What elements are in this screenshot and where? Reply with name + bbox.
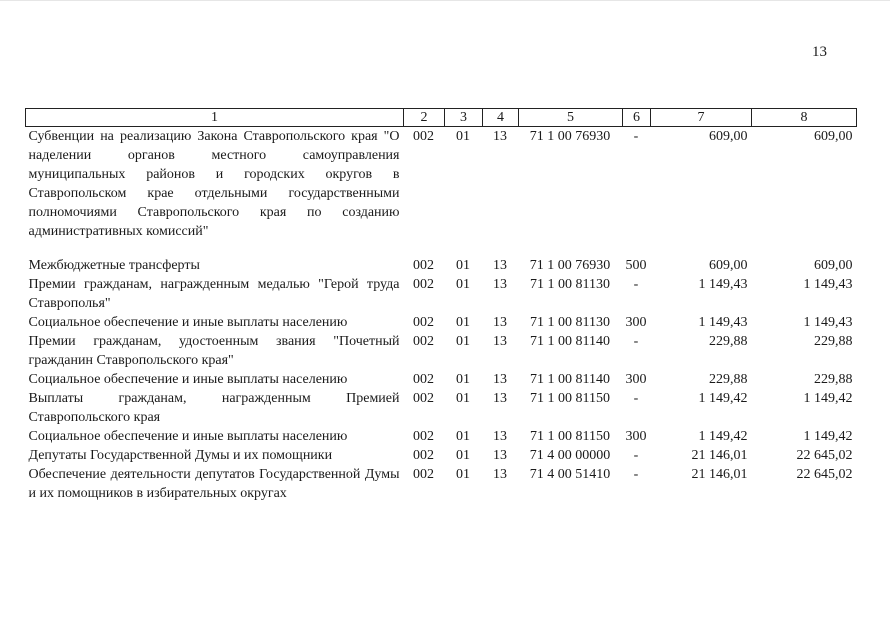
header-col-5: 5 <box>519 109 623 127</box>
row-col-7: 1 149,43 <box>698 315 748 330</box>
row-col-2: 002 <box>413 448 434 463</box>
table-row <box>26 370 857 389</box>
row-col-4: 13 <box>493 258 507 273</box>
row-col-3: 01 <box>456 372 470 387</box>
row-col-5: 71 4 00 51410 <box>529 467 611 482</box>
row-name: Межбюджетные трансферты <box>28 258 200 273</box>
row-col-5: 71 1 00 76930 <box>529 258 611 273</box>
row-col-4: 13 <box>493 277 507 292</box>
row-name: Премии гражданам, награжденным медалью "Герой труда Ставрополья" <box>28 277 400 311</box>
row-col-7: 21 146,01 <box>691 467 748 482</box>
row-col-4: 13 <box>493 429 507 444</box>
row-col-7: 1 149,43 <box>698 277 748 292</box>
row-col-3: 01 <box>456 315 470 330</box>
row-col-5: 71 1 00 81130 <box>530 277 610 292</box>
row-col-4: 13 <box>493 334 507 349</box>
row-col-3: 01 <box>456 258 470 273</box>
row-col-7: 609,00 <box>709 258 748 273</box>
row-col-5: 71 1 00 81130 <box>530 315 610 330</box>
row-col-6: - <box>633 277 639 292</box>
row-name: Социальное обеспечение и иные выплаты населению <box>28 372 348 387</box>
table-row <box>26 275 857 313</box>
row-col-3: 01 <box>456 334 470 349</box>
row-col-2: 002 <box>413 315 434 330</box>
row-name: Депутаты Государственной Думы и их помощники <box>28 448 333 463</box>
row-col-7: 21 146,01 <box>691 448 748 463</box>
row-col-5: 71 1 00 76930 <box>529 129 611 144</box>
row-col-6: - <box>633 467 639 482</box>
row-col-6: 300 <box>625 315 647 330</box>
header-col-4: 4 <box>483 109 519 127</box>
row-col-7: 1 149,42 <box>698 429 748 444</box>
row-col-8: 1 149,42 <box>803 429 853 444</box>
row-col-8: 229,88 <box>814 334 853 349</box>
row-col-8: 22 645,02 <box>796 448 853 463</box>
budget-table <box>25 108 857 503</box>
row-col-8: 609,00 <box>814 258 853 273</box>
table-row <box>26 127 857 257</box>
row-col-3: 01 <box>456 467 470 482</box>
row-col-6: 500 <box>625 258 647 273</box>
row-col-2: 002 <box>413 334 434 349</box>
row-col-4: 13 <box>493 391 507 406</box>
row-col-2: 002 <box>413 467 434 482</box>
table-row <box>26 313 857 332</box>
table-row <box>26 256 857 275</box>
row-col-2: 002 <box>413 391 434 406</box>
row-col-3: 01 <box>456 277 470 292</box>
row-name: Премии гражданам, удостоенным звания "Почетный гражданин Ставропольского края" <box>28 334 400 368</box>
row-col-6: 300 <box>625 429 647 444</box>
row-name: Социальное обеспечение и иные выплаты населению <box>28 315 348 330</box>
row-col-5: 71 1 00 81140 <box>530 334 610 349</box>
row-col-7: 609,00 <box>709 129 748 144</box>
row-col-2: 002 <box>413 372 434 387</box>
row-col-2: 002 <box>413 258 434 273</box>
row-col-8: 22 645,02 <box>796 467 853 482</box>
row-col-4: 13 <box>493 467 507 482</box>
row-col-3: 01 <box>456 429 470 444</box>
row-col-6: 300 <box>625 372 647 387</box>
row-col-5: 71 1 00 81150 <box>530 429 610 444</box>
row-col-4: 13 <box>493 448 507 463</box>
row-name: Выплаты гражданам, награжденным Премией Ставропольского края <box>28 391 400 425</box>
row-name: Обеспечение деятельности депутатов Государственной Думы и их помощников в избирательных округах <box>28 467 400 501</box>
row-col-7: 1 149,42 <box>698 391 748 406</box>
table-row <box>26 332 857 370</box>
row-col-4: 13 <box>493 372 507 387</box>
row-col-5: 71 1 00 81140 <box>530 372 610 387</box>
row-col-6: - <box>633 448 639 463</box>
row-col-6: - <box>633 334 639 349</box>
row-col-7: 229,88 <box>709 372 748 387</box>
row-col-2: 002 <box>413 129 434 144</box>
page-number: 13 <box>812 44 827 60</box>
header-col-2: 2 <box>404 109 445 127</box>
row-col-7: 229,88 <box>709 334 748 349</box>
table-row <box>26 427 857 446</box>
row-col-5: 71 1 00 81150 <box>530 391 610 406</box>
row-col-8: 229,88 <box>814 372 853 387</box>
row-col-6: - <box>633 391 639 406</box>
row-col-4: 13 <box>493 129 507 144</box>
header-col-7: 7 <box>651 109 752 127</box>
table-row <box>26 389 857 427</box>
row-col-8: 1 149,42 <box>803 391 853 406</box>
row-col-5: 71 4 00 00000 <box>529 448 611 463</box>
row-name: Социальное обеспечение и иные выплаты населению <box>28 429 348 444</box>
row-col-3: 01 <box>456 391 470 406</box>
row-col-3: 01 <box>456 129 470 144</box>
row-col-3: 01 <box>456 448 470 463</box>
row-col-4: 13 <box>493 315 507 330</box>
header-col-1: 1 <box>26 109 404 127</box>
header-col-8: 8 <box>752 109 857 127</box>
table-row <box>26 446 857 465</box>
header-row <box>26 109 857 127</box>
header-col-3: 3 <box>445 109 483 127</box>
header-col-6: 6 <box>623 109 651 127</box>
row-col-6: - <box>633 129 639 144</box>
table-row <box>26 465 857 503</box>
row-col-2: 002 <box>413 277 434 292</box>
row-col-8: 609,00 <box>814 129 853 144</box>
row-name: Субвенции на реализацию Закона Ставропольского края "О наделении органов местного самоуправления муниципальных районов и городских округов в Ставропольском крае отдельными государственными полномочиями Ставропольского края по созданию административных комиссий" <box>28 129 400 239</box>
row-col-8: 1 149,43 <box>803 315 853 330</box>
row-col-8: 1 149,43 <box>803 277 853 292</box>
row-col-2: 002 <box>413 429 434 444</box>
